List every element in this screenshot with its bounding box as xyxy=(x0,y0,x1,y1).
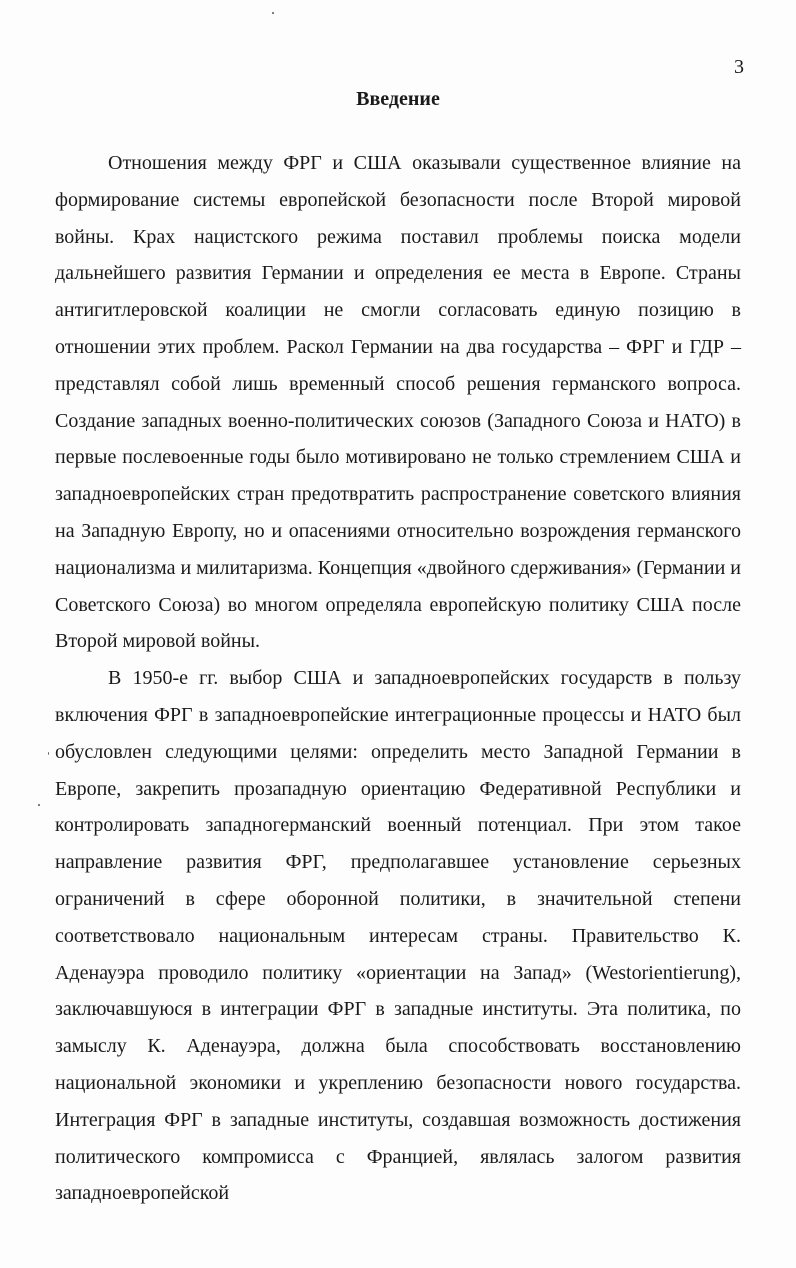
scan-speck xyxy=(272,12,274,14)
page-title: Введение xyxy=(356,88,440,110)
paragraph: В 1950-е гг. выбор США и западноевропейских государств в пользу включения ФРГ в западноевропейские интеграционные процессы и НАТО был обусловлен следующими целями: определить место Западной Германии в Европе, закрепить прозападную ориентацию Федеративной Республики и контролировать западногерманский военный потенциал. При этом такое направление развития ФРГ, предполагавшее установление серьезных ограничений в сфере оборонной политики, в значительной степени соответствовало национальным интересам страны. Правительство К. Аденауэра проводило политику «ориентации на Запад» (Westorientierung), заключавшуюся в интеграции ФРГ в западные институты. Эта политика, по замыслу К. Аденауэра, должна была способствовать восстановлению национальной экономики и укреплению безопасности нового государства. Интеграция ФРГ в западные институты, создавшая возможность достижения политического компромисса с Францией, являлась залогом развития западноевропейской xyxy=(55,667,741,1205)
scan-speck xyxy=(48,752,49,755)
scan-speck xyxy=(38,804,40,806)
page-number: 3 xyxy=(734,56,744,78)
paragraph: Отношения между ФРГ и США оказывали существенное влияние на формирование системы европейской безопасности после Второй мировой войны. Крах нацистского режима поставил проблемы поиска модели дальнейшего развития Германии и определения ее места в Европе. Страны антигитлеровской коалиции не смогли согласовать единую позицию в отношении этих проблем. Раскол Германии на два государства – ФРГ и ГДР – представлял собой лишь временный способ решения германского вопроса. Создание западных военно-политических союзов (Западного Союза и НАТО) в первые послевоенные годы было мотивировано не только стремлением США и западноевропейских стран предотвратить распространение советского влияния на Западную Европу, но и опасениями относительно возрождения германского национализма и милитаризма. Концепция «двойного сдерживания» (Германии и Советского Союза) во многом определяла европейскую политику США после Второй мировой войны. xyxy=(55,152,741,653)
body-text xyxy=(55,145,741,1212)
